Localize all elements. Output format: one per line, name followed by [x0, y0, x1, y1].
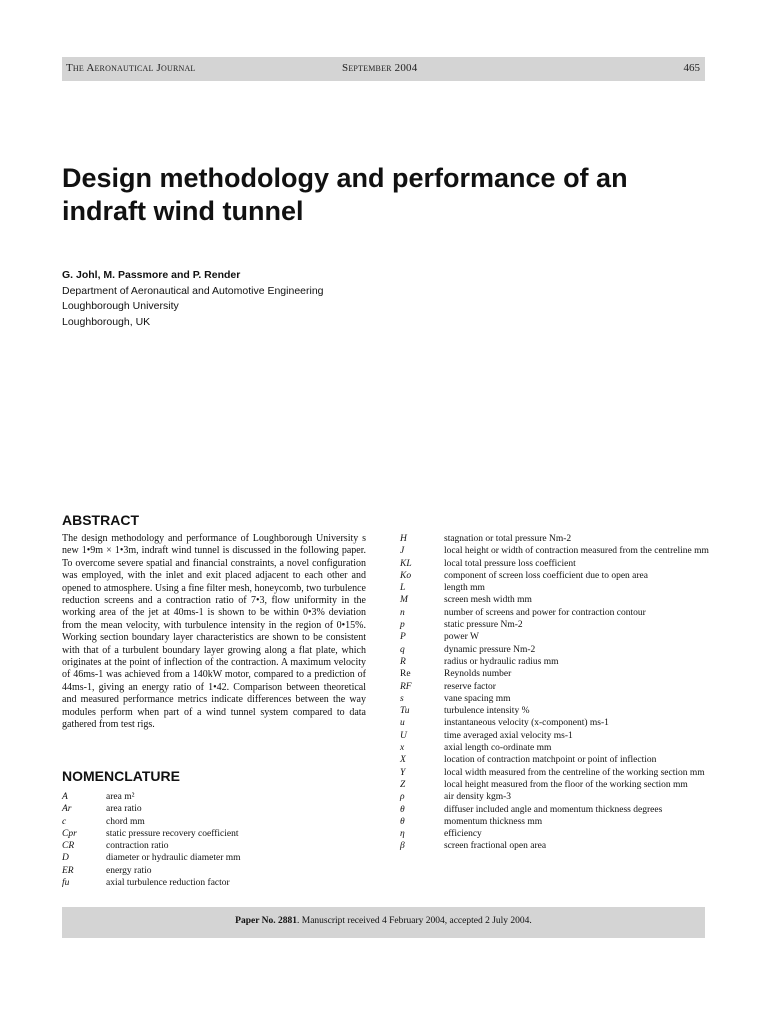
nomenclature-symbol: p	[400, 620, 405, 631]
author-block	[62, 268, 324, 330]
nomenclature-entry	[400, 644, 710, 656]
nomenclature-symbol: CR	[62, 841, 75, 852]
nomenclature-definition: momentum thickness mm	[444, 816, 543, 827]
nomenclature-definition: axial turbulence reduction factor	[106, 878, 230, 889]
nomenclature-symbol: H	[400, 534, 407, 544]
nomenclature-entry	[62, 865, 362, 877]
journal-name: The Aeronautical Journal	[66, 62, 196, 74]
nomenclature-definition: static pressure Nm-2	[444, 620, 523, 631]
nomenclature-symbol: fu	[62, 878, 70, 889]
nomenclature-symbol: ρ	[400, 792, 405, 803]
nomenclature-symbol: RF	[400, 681, 412, 692]
nomenclature-symbol: D	[62, 853, 69, 864]
nomenclature-entry	[400, 570, 710, 582]
nomenclature-symbol: η	[400, 829, 405, 840]
nomenclature-definition: efficiency	[444, 829, 482, 840]
nomenclature-list-left	[62, 791, 362, 889]
nomenclature-symbol: KL	[400, 558, 412, 569]
nomenclature-definition: chord mm	[106, 816, 145, 827]
nomenclature-symbol: P	[400, 632, 406, 643]
issue-date: September 2004	[342, 62, 418, 74]
nomenclature-definition: axial length co-ordinate mm	[444, 743, 552, 754]
nomenclature-symbol: R	[400, 656, 406, 667]
nomenclature-definition: energy ratio	[106, 865, 152, 876]
nomenclature-entry	[400, 545, 710, 557]
nomenclature-symbol: Z	[400, 779, 406, 790]
nomenclature-definition: reserve factor	[444, 681, 496, 692]
nomenclature-definition: radius or hydraulic radius mm	[444, 656, 559, 667]
nomenclature-entry	[400, 816, 710, 828]
nomenclature-symbol: Tu	[400, 706, 410, 717]
nomenclature-symbol: Y	[400, 767, 406, 778]
nomenclature-entry	[400, 533, 710, 545]
abstract-heading: ABSTRACT	[62, 512, 139, 528]
nomenclature-entry	[400, 804, 710, 816]
nomenclature-entry	[400, 742, 710, 754]
page-number: 465	[683, 62, 700, 74]
nomenclature-entry	[400, 656, 710, 668]
affiliation-line: Loughborough University	[62, 300, 179, 312]
nomenclature-heading: NOMENCLATURE	[62, 768, 180, 784]
manuscript-note	[62, 907, 705, 926]
nomenclature-definition: local height measured from the floor of the working section mm	[444, 779, 688, 790]
nomenclature-definition: area m²	[106, 792, 135, 802]
received-dates: . Manuscript received 4 February 2004, accepted 2 July 2004.	[297, 916, 532, 926]
nomenclature-entry	[400, 582, 710, 594]
nomenclature-symbol: Ko	[400, 570, 412, 581]
manuscript-footer	[62, 907, 705, 938]
nomenclature-definition: instantaneous velocity (x-component) ms-1	[444, 718, 609, 729]
nomenclature-symbol: A	[62, 792, 68, 802]
nomenclature-entry	[62, 816, 362, 828]
nomenclature-definition: diameter or hydraulic diameter mm	[106, 853, 241, 864]
nomenclature-symbol: X	[400, 755, 406, 766]
nomenclature-symbol: J	[400, 546, 405, 557]
nomenclature-symbol: n	[400, 607, 405, 618]
paper-title: Design methodology and performance of an indraft wind tunnel	[62, 163, 628, 226]
nomenclature-symbol: x	[400, 743, 405, 754]
nomenclature-symbol: U	[400, 730, 407, 741]
nomenclature-symbol: Cpr	[62, 828, 77, 839]
nomenclature-entry	[62, 828, 362, 840]
nomenclature-symbol: M	[400, 595, 408, 606]
nomenclature-definition: turbulence intensity %	[444, 706, 530, 717]
nomenclature-entry	[400, 668, 710, 680]
abstract-text: The design methodology and performance of Loughborough University s new 1•9m × 1•3m, indraft wind tunnel is discussed in the following paper. To overcome severe spatial and financial constraints, a novel configuration was employed, with the inlet and exit placed adjacent to each other and opened to atmosphere. Using a fine filter mesh, honeycomb, two turbulence reduction screens and a contraction ratio of 7•3, flow uniformity in the working area of the jet at 40ms-1 is shown to be within 0•3% deviation from the mean velocity, with turbulence intensity in the region of 0•15%. Working section boundary layer characteristics are shown to be consistent with that of a turbulent boundary layer growing along a flat plate, which originates at the point of inflection of the contraction. A maximum velocity of 46ms-1 was achieved from a 140kW motor, compared to a prediction of 44ms-1, giving an energy ratio of 1•42. Comparison between theoretical and measured performance metrics indicate differences between the way modules perform when part of a wind tunnel system compared to data gathered from test rigs.	[62, 533, 366, 731]
nomenclature-entry	[62, 791, 362, 803]
nomenclature-definition: component of screen loss coefficient due to open area	[444, 570, 648, 581]
nomenclature-definition: time averaged axial velocity ms-1	[444, 730, 573, 741]
nomenclature-definition: local height or width of contraction measured from the centreline mm	[444, 546, 709, 557]
nomenclature-definition: local width measured from the centreline of the working section mm	[444, 767, 705, 778]
affiliation-line: Loughborough, UK	[62, 315, 151, 328]
nomenclature-entry	[400, 767, 710, 779]
nomenclature-definition: screen fractional open area	[444, 841, 547, 852]
nomenclature-definition: length mm	[444, 583, 485, 594]
nomenclature-definition: vane spacing mm	[444, 693, 511, 704]
nomenclature-definition: diffuser included angle and momentum thickness degrees	[444, 804, 663, 815]
nomenclature-symbol: Re	[400, 669, 411, 680]
nomenclature-entry	[400, 631, 710, 643]
author-names: G. Johl, M. Passmore and P. Render	[62, 269, 241, 281]
paper-number: Paper No. 2881	[235, 916, 298, 926]
nomenclature-symbol: Ar	[62, 804, 72, 815]
nomenclature-entry	[400, 594, 710, 606]
nomenclature-entry	[400, 681, 710, 693]
nomenclature-entry	[62, 877, 362, 889]
nomenclature-definition: air density kgm-3	[444, 792, 512, 803]
nomenclature-list-right	[400, 533, 710, 853]
nomenclature-symbol: L	[400, 583, 406, 594]
nomenclature-entry	[400, 558, 710, 570]
nomenclature-entry	[400, 779, 710, 791]
nomenclature-entry	[400, 754, 710, 766]
nomenclature-entry	[400, 705, 710, 717]
running-header	[62, 57, 705, 81]
nomenclature-definition: area ratio	[106, 804, 142, 815]
nomenclature-entry	[400, 730, 710, 742]
nomenclature-entry	[400, 607, 710, 619]
nomenclature-symbol: c	[62, 816, 67, 827]
nomenclature-definition: static pressure recovery coefficient	[106, 828, 239, 839]
nomenclature-definition: screen mesh width mm	[444, 595, 532, 606]
nomenclature-entry	[400, 828, 710, 840]
nomenclature-entry	[62, 852, 362, 864]
nomenclature-definition: stagnation or total pressure Nm-2	[444, 534, 572, 544]
nomenclature-symbol: s	[400, 693, 404, 704]
nomenclature-definition: location of contraction matchpoint or point of inflection	[444, 755, 657, 766]
nomenclature-symbol: β	[400, 841, 405, 852]
affiliation-line: Department of Aeronautical and Automotive Engineering	[62, 284, 324, 297]
nomenclature-entry	[400, 717, 710, 729]
nomenclature-entry	[400, 693, 710, 705]
nomenclature-entry	[400, 791, 710, 803]
nomenclature-definition: number of screens and power for contraction contour	[444, 607, 646, 618]
nomenclature-entry	[400, 840, 710, 852]
nomenclature-entry	[62, 803, 362, 815]
nomenclature-entry	[400, 619, 710, 631]
nomenclature-definition: contraction ratio	[106, 841, 169, 852]
nomenclature-symbol: θ	[400, 816, 405, 827]
nomenclature-definition: Reynolds number	[444, 669, 512, 680]
nomenclature-symbol: u	[400, 718, 405, 729]
nomenclature-symbol: ER	[62, 865, 74, 876]
nomenclature-entry	[62, 840, 362, 852]
nomenclature-definition: dynamic pressure Nm-2	[444, 644, 536, 655]
nomenclature-definition: power W	[444, 632, 479, 643]
nomenclature-symbol: θ	[400, 804, 405, 815]
nomenclature-symbol: q	[400, 644, 405, 655]
nomenclature-definition: local total pressure loss coefficient	[444, 558, 576, 569]
